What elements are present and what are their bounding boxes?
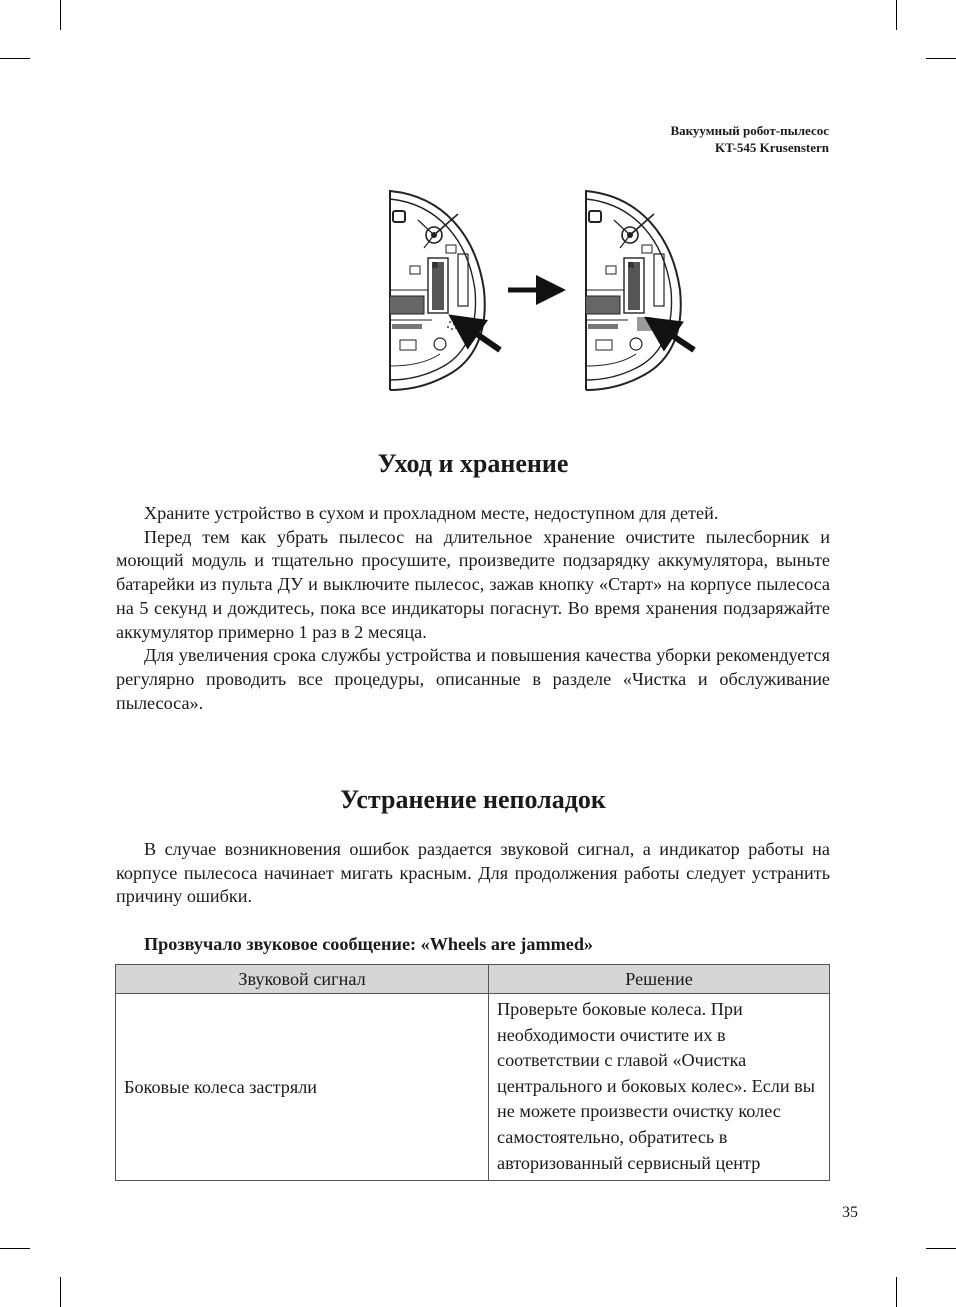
crop-mark xyxy=(60,0,61,30)
crop-mark xyxy=(926,1248,956,1249)
header-product-type: Вакуумный робот-пылесос xyxy=(670,123,829,138)
dust-cover-marker xyxy=(637,317,652,331)
robot-after xyxy=(584,190,694,392)
running-header xyxy=(670,122,829,156)
troubleshooting-intro xyxy=(116,838,830,909)
care-paragraph: Перед тем как убрать пылесос на длительное хранение очистите пылесборник и моющий модуль и тщательно просушите, произведите подзарядку аккумулятора, выньте батарейки из пульта ДУ и выключите пылесос, зажав кнопку «Старт» на корпусе пылесоса на 5 секунд и дождитесь, пока все индикаторы погаснут. Во время хранения подзаряжайте аккумулятор примерно 1 раз в 2 месяца. xyxy=(116,526,830,642)
label-before: R xyxy=(432,261,439,270)
crop-mark xyxy=(60,1277,61,1307)
care-title: Уход и хранение xyxy=(377,449,569,478)
column-header-signal: Звуковой сигнал xyxy=(116,965,489,994)
cell-signal: Боковые колеса застряли xyxy=(116,994,489,1181)
table-row xyxy=(116,994,830,1181)
robot-underside-illustration xyxy=(388,190,708,392)
page-number: 35 xyxy=(842,1204,858,1221)
intro-paragraph: В случае возникновения ошибок раздается звуковой сигнал, а индикатор работы на корпусе пылесоса начинает мигать красным. Для продолжения работы следует устранить причину ошибки. xyxy=(116,839,830,907)
crop-mark xyxy=(926,58,956,59)
label-after: R xyxy=(628,261,635,270)
crop-mark xyxy=(0,58,30,59)
crop-mark xyxy=(0,1248,30,1249)
header-model: KT-545 Krusenstern xyxy=(715,140,829,155)
troubleshooting-table xyxy=(115,964,830,1181)
crop-mark xyxy=(896,1277,897,1307)
care-paragraph: Для увеличения срока службы устройства и повышения качества уборки рекомендуется регулярно проводить все процедуры, описанные в разделе «Чистка и обслуживание пылесоса». xyxy=(116,645,830,713)
robot-before xyxy=(388,190,500,392)
care-paragraph: Храните устройство в сухом и прохладном месте, недоступном для детей. xyxy=(144,503,719,523)
column-header-solution: Решение xyxy=(489,965,830,994)
troubleshooting-title: Устранение неполадок xyxy=(340,785,606,814)
cell-solution: Проверьте боковые колеса. При необходимости очистите их в соответствии с главой «Очистка центрального и боковых колес». Если вы не можете произвести очистку колес самостоятельно, обратитесь в авторизованный сервисный центр xyxy=(489,994,830,1181)
table-header-row xyxy=(116,965,830,994)
crop-mark xyxy=(896,0,897,30)
care-text xyxy=(116,502,830,715)
error-subheading: Прозвучало звуковое сообщение: «Wheels are jammed» xyxy=(144,934,594,954)
